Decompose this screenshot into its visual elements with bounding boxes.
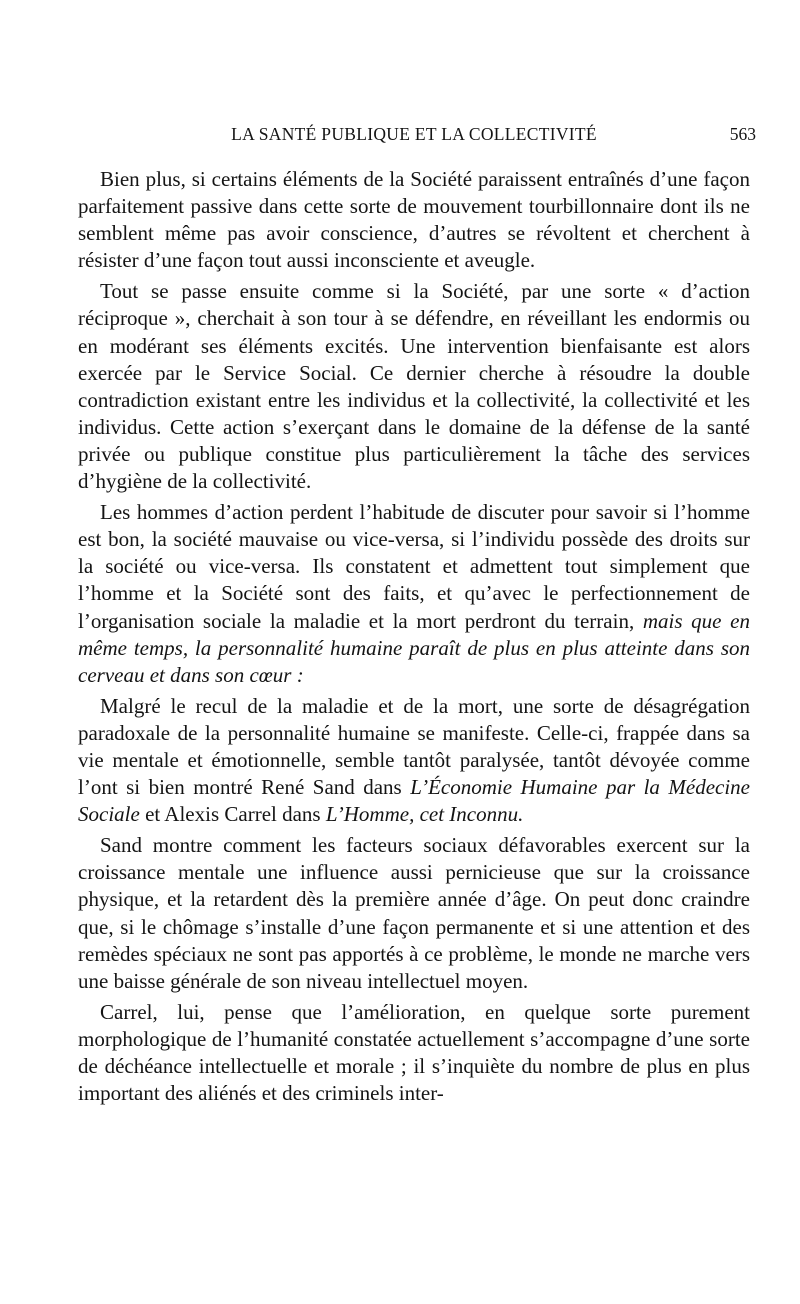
running-title: LA SANTÉ PUBLIQUE ET LA COLLECTIVITÉ [231,124,597,144]
paragraph-3-italic: mais que en même temps, la personnalité humaine paraît de plus en plus atteinte dans son cerveau et dans son cœur : [78,608,750,687]
paragraph-4-mid: et Alexis Carrel dans [139,802,326,827]
paragraph-4-text: Malgré le recul de la maladie et de la mort, une sorte de désagrégation paradoxale de la personnalité humaine se manifeste. Celle-ci, frappée dans sa vie mentale et émotionnelle, semble tantôt paralysée, tantôt dévoyée comme l’ont si bien montré René Sand dans [78,693,750,800]
paragraph-3 [78,499,750,689]
paragraph-1: Bien plus, si certains éléments de la Société paraissent entraînés d’une façon parfaitement passive dans cette sorte de mouvement tourbillonnaire dont ils ne semblent même pas avoir conscience, d’autres se révoltent et cherchent à résister d’une façon tout aussi inconsciente et aveugle. [78,167,750,273]
book-page [78,124,756,1111]
paragraph-3-text: Les hommes d’action perdent l’habitude de discuter pour savoir si l’homme est bon, la société mauvaise ou vice-versa, si l’individu possède des droits sur la société ou vice-versa. Ils constatent et admettent tout simplement que l’homme et la Société sont des faits, et qu’avec le perfectionnement de l’organisation sociale la maladie et la mort perdront du terrain, [78,500,750,633]
book-title-sand: L’Économie Humaine par la Médecine Sociale [78,775,751,827]
paragraph-5: Sand montre comment les facteurs sociaux défavorables exercent sur la croissance mentale une influence aussi pernicieuse que sur la croissance physique, et la retardent dès la première année d’âge. On peut donc craindre que, si le chômage s’installe d’une façon permanente et si une attention et des remèdes spéciaux ne sont pas apportés à ce problème, le monde ne marche vers une baisse générale de son niveau intellectuel moyen. [78,833,750,993]
paragraph-6: Carrel, lui, pense que l’amélioration, en quelque sorte purement morphologique de l’humanité constatée actuellement s’accompagne d’une sorte de déchéance intellectuelle et morale ; il s’inquiète du nombre de plus en plus important des aliénés et des criminels inter- [78,999,750,1106]
paragraph-4 [78,693,750,828]
page-number: 563 [729,124,756,144]
book-title-carrel: L’Homme, cet Inconnu. [325,802,524,827]
paragraph-2: Tout se passe ensuite comme si la Société, par une sorte « d’action réciproque », cherchait à son tour à se défendre, en réveillant les endormis ou en modérant ses éléments excités. Une intervention bienfaisante est alors exercée par le Service Social. Ce dernier cherche à résoudre la double contradiction existant entre les individus et la collectivité, la collectivité et les individus. Cette action s’exerçant dans le domaine de la défense de la santé privée ou publique constitue plus particulièrement la tâche des services d’hygiène de la collectivité. [78,279,750,494]
running-header [78,124,756,150]
